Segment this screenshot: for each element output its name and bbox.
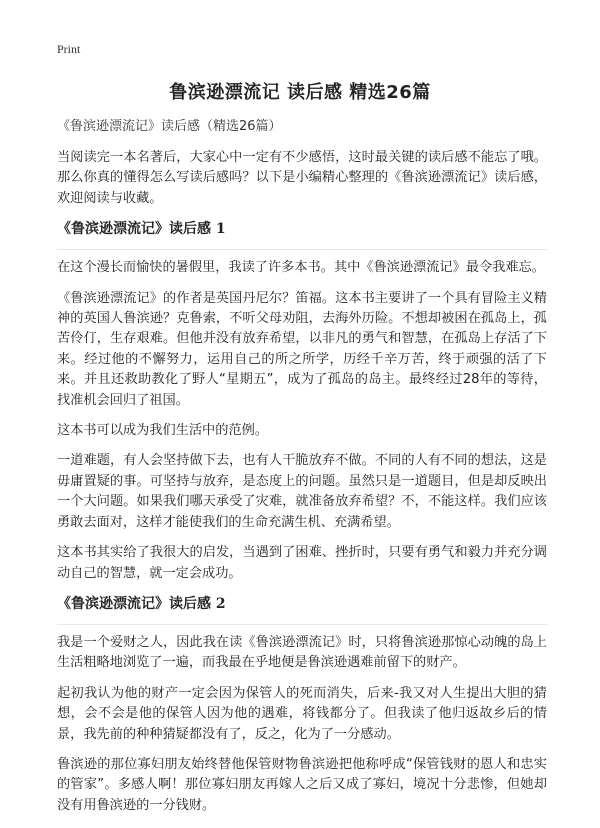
paragraph: 这本书其实给了我很大的启发，当遇到了困难、挫折时，只要有勇气和毅力并充分调动自己的智慧，就一定会成功。 xyxy=(57,545,547,581)
paragraph: 一道难题，有人会坚持做下去，也有人干脆放弃不做。不同的人有不同的想法，这是毋庸置疑的事。可坚持与放弃，是态度上的问题。虽然只是一道题目，但是却反映出一个大问题。如果我们哪天承受了灾难，就准备放弃希望？不，不能这样。我们应该勇敢去面对，这样才能使我们的生命充满生机、充满希望。 xyxy=(57,453,547,530)
print-link[interactable]: Print xyxy=(57,42,81,56)
document-body xyxy=(57,118,547,826)
section-heading-1: 《鲁滨逊漂流记》读后感 1 xyxy=(57,221,226,238)
paragraph: 在这个漫长而愉快的暑假里，我读了许多本书。其中《鲁滨逊漂流记》最令我难忘。 xyxy=(57,260,545,276)
section-divider xyxy=(57,624,547,625)
paragraph: 起初我认为他的财产一定会因为保管人的死而消失，后来-我又对人生提出大胆的猜想，会不会是他的保管人因为他的遇难，将钱都分了。但我读了他归返故乡后的情景，我先前的种种猜疑都没有了，反之，化为了一分感动。 xyxy=(57,685,547,742)
document-subtitle: 《鲁滨逊漂流记》读后感（精选26篇） xyxy=(57,119,282,134)
paragraph: 我是一个爱财之人，因此我在读《鲁滨逊漂流记》时，只将鲁滨逊那惊心动魄的岛上生活粗略地浏览了一遍，而我最在乎地便是鲁滨逊遇难前留下的财产。 xyxy=(57,634,547,671)
section-heading-2: 《鲁滨逊漂流记》读后感 2 xyxy=(57,595,226,612)
paragraph: 《鲁滨逊漂流记》的作者是英国丹尼尔？笛福。这本书主要讲了一个具有冒险主义精神的英国人鲁滨逊？克鲁索，不听父母劝阻，去海外历险。不想却被困在孤岛上，孤苦伶仃，生存艰难。但他并没有放弃希望，以非凡的勇气和智慧，在孤岛上存活了下来。经过他的不懈努力，运用自己的所之所学，历经千辛万苦，终于顽强的活了下来。并且还救助教化了野人“星期五”，成为了孤岛的岛主。最终经过28年的等待，找准机会回归了祖国。 xyxy=(57,290,547,408)
intro-paragraph: 当阅读完一本名著后，大家心中一定有不少感悟，这时最关键的读后感不能忘了哦。那么你真的懂得怎么写读后感吗？以下是小编精心整理的《鲁滨逊漂流记》读后感，欢迎阅读与收藏。 xyxy=(57,150,547,206)
page-title: 鲁滨逊漂流记 读后感 精选26篇 xyxy=(169,82,431,103)
paragraph: 这本书可以成为我们生活中的范例。 xyxy=(57,423,268,439)
paragraph: 鲁滨逊的那位寡妇朋友始终替他保管财物鲁滨逊把他称呼成“保管钱财的恩人和忠实的管家”。多感人啊！那位寡妇朋友再嫁人之后又成了寡妇，境况十分悲惨，但她却没有用鲁滨逊的一分钱财。 xyxy=(57,756,547,813)
section-divider xyxy=(57,249,547,250)
